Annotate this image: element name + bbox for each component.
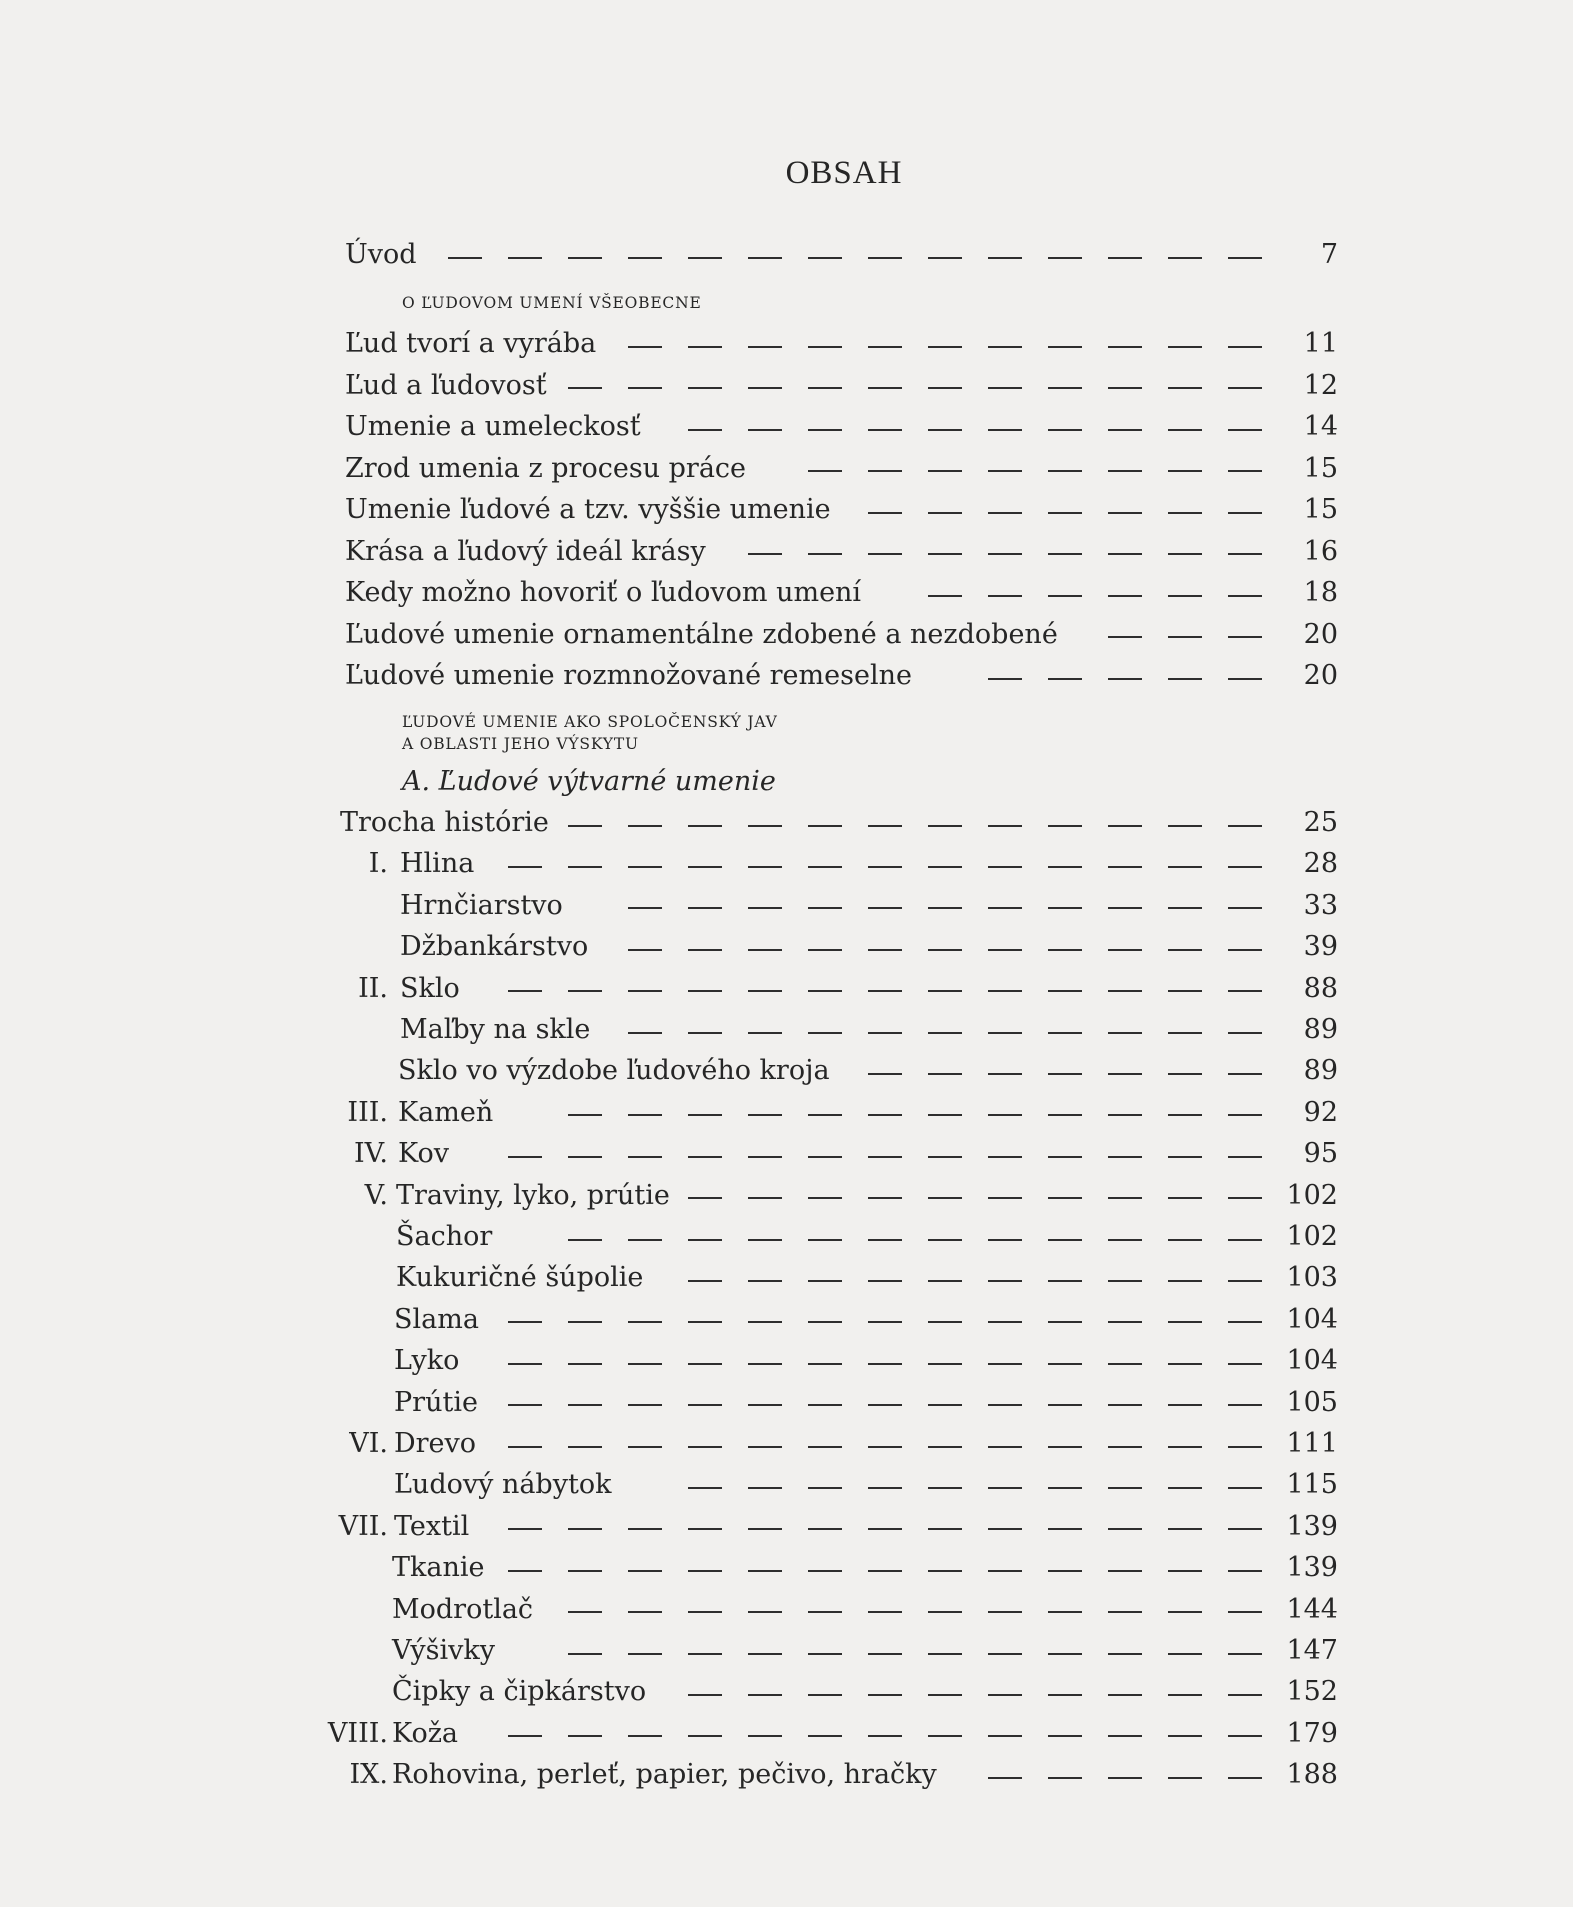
entry-title: Lyko — [394, 1345, 460, 1377]
toc-entry[interactable] — [0, 1508, 1573, 1546]
toc-entry[interactable] — [0, 1715, 1573, 1753]
entry-title: Výšivky — [392, 1635, 496, 1666]
page-number: 11 — [1303, 328, 1338, 359]
page-title: OBSAH — [785, 155, 903, 191]
page-number: 104 — [1286, 1345, 1338, 1377]
entry-title: Rohovina, perleť, papier, pečivo, hračky — [392, 1759, 937, 1791]
toc-entry[interactable] — [0, 970, 1573, 1008]
dot-leader — [508, 1301, 1262, 1339]
dot-leader — [688, 1466, 1262, 1504]
page-number: 179 — [1286, 1717, 1338, 1749]
page-number: 12 — [1303, 369, 1338, 401]
dot-leader — [568, 1218, 1262, 1256]
dot-leader — [508, 1342, 1262, 1380]
dot-leader — [928, 574, 1262, 612]
page-number: 14 — [1303, 411, 1338, 442]
entry-title: Tkanie — [392, 1552, 485, 1584]
toc-entry[interactable] — [0, 1301, 1573, 1339]
page-number: 147 — [1286, 1635, 1338, 1666]
dot-leader — [748, 533, 1262, 571]
entry-title: Drevo — [394, 1428, 477, 1459]
entry-title: Úvod — [345, 239, 417, 270]
chapter-number: III. — [347, 1096, 388, 1128]
entry-title: Sklo vo výzdobe ľudového kroja — [398, 1055, 830, 1087]
toc-entry[interactable] — [0, 657, 1573, 695]
chapter-number: I. — [368, 848, 388, 880]
toc-entry[interactable] — [0, 887, 1573, 925]
page-number: 25 — [1303, 807, 1338, 838]
chapter-number: II. — [358, 972, 388, 1004]
entry-title: Slama — [394, 1303, 479, 1335]
toc-entry[interactable] — [0, 1591, 1573, 1629]
toc-entry[interactable] — [0, 1632, 1573, 1670]
entry-title: Umenie ľudové a tzv. vyššie umenie — [345, 494, 831, 525]
page-number: 92 — [1303, 1096, 1338, 1128]
toc-entry[interactable] — [0, 804, 1573, 842]
page-number: 89 — [1303, 1014, 1338, 1045]
entry-title: Ľud tvorí a vyrába — [345, 328, 597, 359]
page-number: 139 — [1286, 1552, 1338, 1584]
dot-leader — [808, 450, 1262, 488]
toc-entry[interactable] — [0, 574, 1573, 612]
entry-title: Trocha histórie — [340, 807, 549, 838]
chapter-number: VII. — [338, 1510, 388, 1542]
dot-leader — [868, 491, 1262, 529]
page-number: 15 — [1303, 452, 1338, 484]
dot-leader — [508, 845, 1262, 883]
toc-entry[interactable] — [0, 367, 1573, 405]
entry-title: Ľudový nábytok — [394, 1469, 612, 1501]
dot-leader — [508, 1425, 1262, 1463]
toc-entry-uvod[interactable] — [0, 236, 1573, 274]
entry-title: Ľudové umenie rozmnožované remeselne — [345, 660, 912, 691]
page-number: 28 — [1303, 848, 1338, 880]
entry-title: Hrnčiarstvo — [400, 889, 563, 921]
toc-entry[interactable] — [0, 450, 1573, 488]
toc-entry[interactable] — [0, 1342, 1573, 1380]
toc-entry[interactable] — [0, 1466, 1573, 1504]
page-number: 188 — [1286, 1759, 1338, 1791]
dot-leader — [688, 1673, 1262, 1711]
toc-entry[interactable] — [0, 1135, 1573, 1173]
dot-leader — [868, 1052, 1262, 1090]
dot-leader — [688, 1177, 1262, 1215]
page-number: 15 — [1303, 494, 1338, 525]
dot-leader — [448, 236, 1262, 274]
page-number: 88 — [1303, 972, 1338, 1004]
entry-title: Zrod umenia z procesu práce — [345, 452, 747, 484]
dot-leader — [1108, 616, 1262, 654]
page-number: 33 — [1303, 889, 1338, 921]
toc-entry[interactable] — [0, 1177, 1573, 1215]
section-heading: A OBLASTI JEHO VÝSKYTU — [402, 735, 639, 753]
page-number: 16 — [1303, 535, 1338, 567]
entry-title: Traviny, lyko, prútie — [396, 1179, 670, 1211]
page-number: 104 — [1286, 1303, 1338, 1335]
chapter-number: IX. — [349, 1759, 388, 1791]
section-heading: O ĽUDOVOM UMENÍ VŠEOBECNE — [402, 294, 702, 312]
dot-leader — [508, 1135, 1262, 1173]
dot-leader — [508, 1715, 1262, 1753]
chapter-number: VIII. — [327, 1717, 388, 1749]
page-number: 152 — [1286, 1676, 1338, 1708]
toc-entry[interactable] — [0, 1052, 1573, 1090]
entry-title: Kov — [398, 1138, 449, 1170]
entry-title: Šachor — [396, 1221, 493, 1252]
toc-entry[interactable] — [0, 1425, 1573, 1463]
page-number: 102 — [1286, 1179, 1338, 1211]
toc-entry[interactable] — [0, 1756, 1573, 1794]
entry-title: Ľud a ľudovosť — [345, 369, 547, 401]
entry-title: Maľby na skle — [400, 1014, 591, 1045]
dot-leader — [508, 1384, 1262, 1422]
entry-title: Prútie — [394, 1386, 478, 1418]
toc-entry[interactable] — [0, 408, 1573, 446]
entry-title: Džbankárstvo — [400, 931, 589, 963]
toc-entry[interactable] — [0, 616, 1573, 654]
section-subheading: A. Ľudové výtvarné umenie — [402, 766, 776, 797]
dot-leader — [508, 1508, 1262, 1546]
dot-leader — [988, 1756, 1262, 1794]
toc-entry[interactable] — [0, 1218, 1573, 1256]
toc-entry[interactable] — [0, 1673, 1573, 1711]
toc-entry[interactable] — [0, 845, 1573, 883]
entry-title: Kukuričné šúpolie — [396, 1262, 644, 1294]
toc-entry[interactable] — [0, 491, 1573, 529]
page-number: 39 — [1303, 931, 1338, 963]
toc-entry[interactable] — [0, 1549, 1573, 1587]
toc-entry[interactable] — [0, 1384, 1573, 1422]
chapter-number: V. — [364, 1179, 388, 1211]
entry-title: Krása a ľudový ideál krásy — [345, 535, 706, 567]
page-number: 102 — [1286, 1221, 1338, 1252]
entry-title: Modrotlač — [392, 1593, 534, 1625]
dot-leader — [628, 1011, 1262, 1049]
entry-title: Ľudové umenie ornamentálne zdobené a nezdobené — [345, 618, 1058, 650]
page-number: 139 — [1286, 1510, 1338, 1542]
page-number: 89 — [1303, 1055, 1338, 1087]
page-number: 7 — [1320, 239, 1338, 270]
entry-title: Umenie a umeleckosť — [345, 411, 641, 442]
toc-entry[interactable] — [0, 1011, 1573, 1049]
dot-leader — [568, 1094, 1262, 1132]
page-number: 20 — [1303, 660, 1338, 691]
toc-entry[interactable] — [0, 325, 1573, 363]
dot-leader — [688, 408, 1262, 446]
page-number: 105 — [1286, 1386, 1338, 1418]
page-number: 115 — [1286, 1469, 1338, 1501]
entry-title: Textil — [394, 1510, 470, 1542]
dot-leader — [568, 1591, 1262, 1629]
entry-title: Koža — [392, 1717, 459, 1749]
dot-leader — [508, 1549, 1262, 1587]
page-number: 103 — [1286, 1262, 1338, 1294]
entry-title: Sklo — [400, 972, 460, 1004]
dot-leader — [568, 804, 1262, 842]
page-number: 95 — [1303, 1138, 1338, 1170]
entry-title: Čipky a čipkárstvo — [392, 1676, 647, 1708]
dot-leader — [628, 887, 1262, 925]
chapter-number: IV. — [353, 1138, 388, 1170]
page-number: 144 — [1286, 1593, 1338, 1625]
dot-leader — [628, 325, 1262, 363]
dot-leader — [988, 657, 1262, 695]
page-number: 18 — [1303, 577, 1338, 608]
section-heading: ĽUDOVÉ UMENIE AKO SPOLOČENSKÝ JAV — [402, 713, 778, 731]
page-number: 111 — [1286, 1428, 1338, 1459]
dot-leader — [688, 1259, 1262, 1297]
dot-leader — [628, 928, 1262, 966]
toc-entry[interactable] — [0, 533, 1573, 571]
dot-leader — [508, 970, 1262, 1008]
toc-entry[interactable] — [0, 1259, 1573, 1297]
toc-entry[interactable] — [0, 1094, 1573, 1132]
chapter-number: VI. — [349, 1428, 388, 1459]
dot-leader — [568, 367, 1262, 405]
entry-title: Kameň — [398, 1096, 494, 1128]
entry-title: Kedy možno hovoriť o ľudovom umení — [345, 577, 862, 608]
entry-title: Hlina — [400, 848, 475, 880]
toc-entry[interactable] — [0, 928, 1573, 966]
dot-leader — [568, 1632, 1262, 1670]
page-number: 20 — [1303, 618, 1338, 650]
